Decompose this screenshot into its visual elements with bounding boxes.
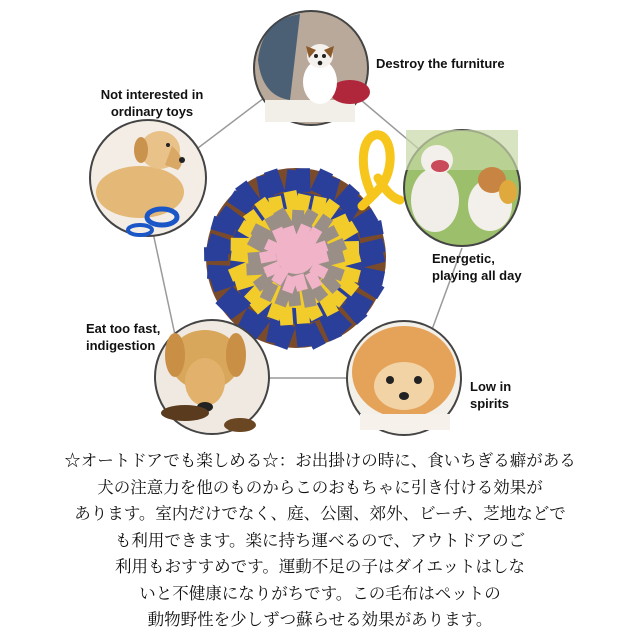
label-destroy-furniture bbox=[376, 55, 505, 72]
description-line: も利用できます。楽に持ち運べるので、アウトドアのご bbox=[114, 530, 526, 550]
photo-dog-bored-toys bbox=[90, 120, 206, 236]
yellow-ribbon-icon bbox=[362, 135, 400, 206]
description-line: 利用もおすすめです。運動不足の子はダイエットはしな bbox=[114, 557, 526, 576]
label-line: ordinary toys bbox=[110, 104, 194, 119]
mat-fringe bbox=[296, 168, 311, 192]
label-line: spirits bbox=[470, 396, 510, 411]
label-line: Not interested in bbox=[100, 87, 204, 102]
description-line: 犬の注意力を他のものからこのおもちゃに引き付ける効果が bbox=[97, 477, 543, 497]
description-line: あります。室内だけでなく、庭、公園、郊外、ビーチ、芝地などで bbox=[74, 504, 566, 523]
label-line: playing all day bbox=[432, 268, 522, 283]
description-line: ☆オートドアでも楽しめる☆：お出掛けの時に、食いちぎる癖がある bbox=[64, 451, 576, 470]
mat-fringe bbox=[295, 322, 312, 347]
photo-dog-low-spirits bbox=[347, 321, 461, 435]
label-eat-too-fast bbox=[86, 320, 160, 354]
label-line: Destroy the furniture bbox=[376, 56, 505, 71]
mat-fringe bbox=[207, 265, 232, 280]
label-line: Energetic, bbox=[432, 251, 495, 266]
description-line: 動物野性を少しずつ蘇らせる効果があります。 bbox=[147, 610, 493, 629]
label-not-interested-toys bbox=[96, 86, 208, 120]
label-low-spirits bbox=[470, 378, 511, 412]
product-description bbox=[8, 448, 632, 634]
photo-dog-eating bbox=[155, 320, 269, 434]
label-energetic bbox=[432, 250, 522, 284]
label-line: indigestion bbox=[86, 338, 156, 353]
description-line: いと不健康になりがちです。この毛布はペットの bbox=[139, 583, 501, 603]
photo-dog-destroy-furniture bbox=[254, 11, 370, 125]
photo-dogs-playing bbox=[404, 130, 520, 246]
label-line: Eat too fast, bbox=[86, 321, 161, 336]
label-line: Low in bbox=[470, 379, 512, 394]
